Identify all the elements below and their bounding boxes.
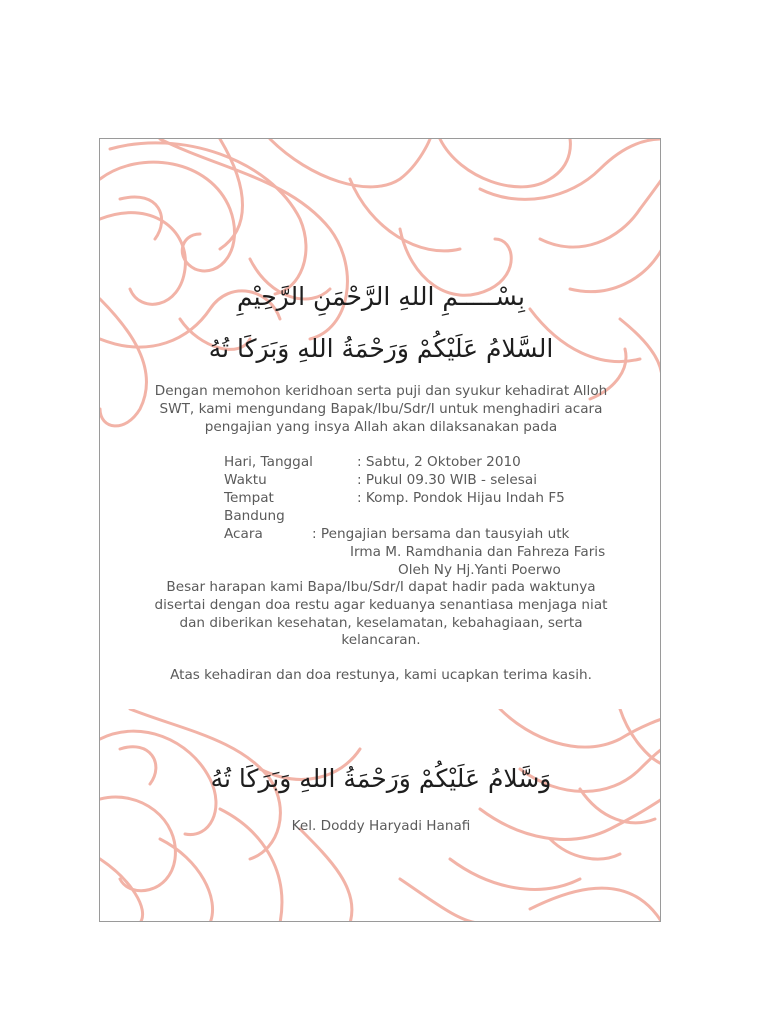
- intro-line: SWT, kami mengundang Bapak/Ibu/Sdr/I untuk menghadiri acara: [159, 401, 603, 417]
- intro-line: pengajian yang insya Allah akan dilaksanakan pada: [204, 419, 558, 435]
- hope-line: Besar harapan kami Bapa/Ibu/Sdr/I dapat hadir pada waktunya: [166, 579, 596, 595]
- intro-line: Dengan memohon keridhoan serta puji dan syukur kehadirat Alloh: [154, 383, 608, 399]
- hari-value: : Sabtu, 2 Oktober 2010: [357, 454, 521, 470]
- hope-line: kelancaran.: [341, 632, 421, 648]
- salam-closing: وَسَّلامُ عَلَيْكُمْ وَرَحْمَةُ اللهِ وَبَرَكَا تُهُ: [210, 764, 552, 793]
- tempat-continuation: Bandung: [224, 508, 285, 524]
- acara-line: Irma M. Ramdhania dan Fahreza Faris: [350, 544, 606, 560]
- signature: Kel. Doddy Haryadi Hanafi: [291, 818, 471, 834]
- waktu-label: Waktu: [224, 472, 267, 488]
- waktu-value: : Pukul 09.30 WIB - selesai: [357, 472, 537, 488]
- salam-opening: السَّلامُ عَلَيْكُمْ وَرَحْمَةُ اللهِ وَبَرَكَا تُهُ: [208, 334, 554, 363]
- acara-line: Oleh Ny Hj.Yanti Poerwo: [398, 562, 561, 578]
- thanks-line: Atas kehadiran dan doa restunya, kami ucapkan terima kasih.: [170, 667, 592, 683]
- basmala-heading: بِسْـــــمِ اللهِ الرَّحْمَنِ الرَّحِيْمِ: [237, 282, 525, 311]
- acara-label: Acara: [224, 526, 263, 542]
- tempat-value: : Komp. Pondok Hijau Indah F5: [357, 490, 565, 506]
- hope-line: dan diberikan kesehatan, keselamatan, kebahagiaan, serta: [179, 615, 583, 631]
- acara-value: : Pengajian bersama dan tausyiah utk: [312, 526, 570, 542]
- hari-label: Hari, Tanggal: [224, 454, 313, 470]
- invitation-card: [99, 138, 661, 922]
- hope-line: disertai dengan doa restu agar keduanya senantiasa menjaga niat: [154, 597, 608, 613]
- tempat-label: Tempat: [224, 490, 274, 506]
